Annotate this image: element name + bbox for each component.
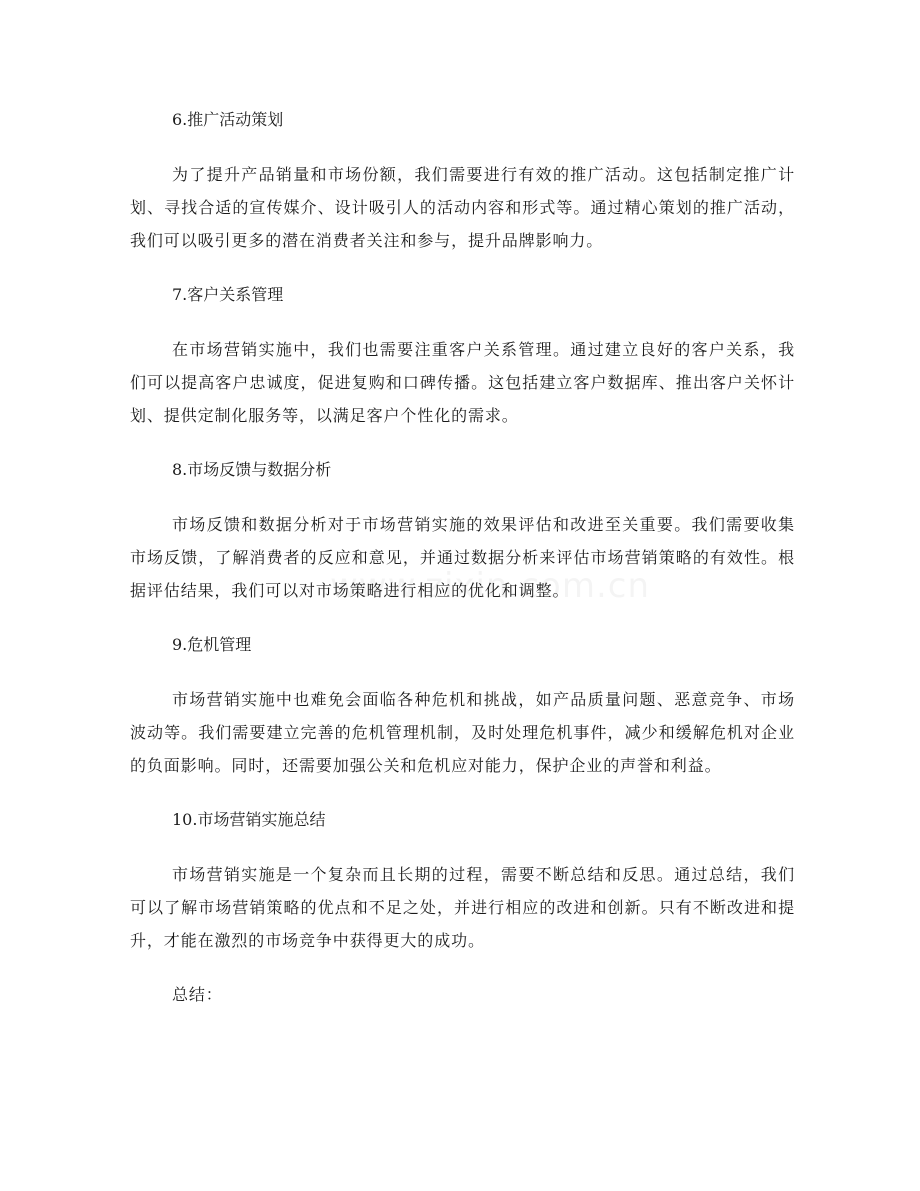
section-paragraph: 为了提升产品销量和市场份额，我们需要进行有效的推广活动。这包括制定推广计划、寻找合适的宣传媒介、设计吸引人的活动内容和形式等。通过精心策划的推广活动，我们可以吸引更多的潜在消费者关注和参与，提升品牌影响力。 [130,165,795,250]
section-paragraph: 市场营销实施是一个复杂而且长期的过程，需要不断总结和反思。通过总结，我们可以了解市场营销策略的优点和不足之处，并进行相应的改进和创新。只有不断改进和提升，才能在激烈的市场竞争中获得更大的成功。 [130,865,795,950]
summary-label: 总结： [172,985,223,1004]
document-body [130,106,795,1009]
section-heading: 6.推广活动策划 [172,110,284,129]
section-paragraph: 市场反馈和数据分析对于市场营销实施的效果评估和改进至关重要。我们需要收集市场反馈，了解消费者的反应和意见，并通过数据分析来评估市场营销策略的有效性。根据评估结果，我们可以对市场策略进行相应的优化和调整。 [130,515,795,600]
section-heading: 10.市场营销实施总结 [172,810,326,829]
section-heading: 8.市场反馈与数据分析 [172,460,332,479]
section-heading: 7.客户关系管理 [172,285,284,304]
section-paragraph: 在市场营销实施中，我们也需要注重客户关系管理。通过建立良好的客户关系，我们可以提高客户忠诚度，促进复购和口碑传播。这包括建立客户数据库、推出客户关怀计划、提供定制化服务等，以满足客户个性化的需求。 [130,340,795,425]
section-heading: 9.危机管理 [172,635,252,654]
section-paragraph: 市场营销实施中也难免会面临各种危机和挑战，如产品质量问题、恶意竞争、市场波动等。我们需要建立完善的危机管理机制，及时处理危机事件，减少和缓解危机对企业的负面影响。同时，还需要加强公关和危机应对能力，保护企业的声誉和利益。 [130,690,795,775]
